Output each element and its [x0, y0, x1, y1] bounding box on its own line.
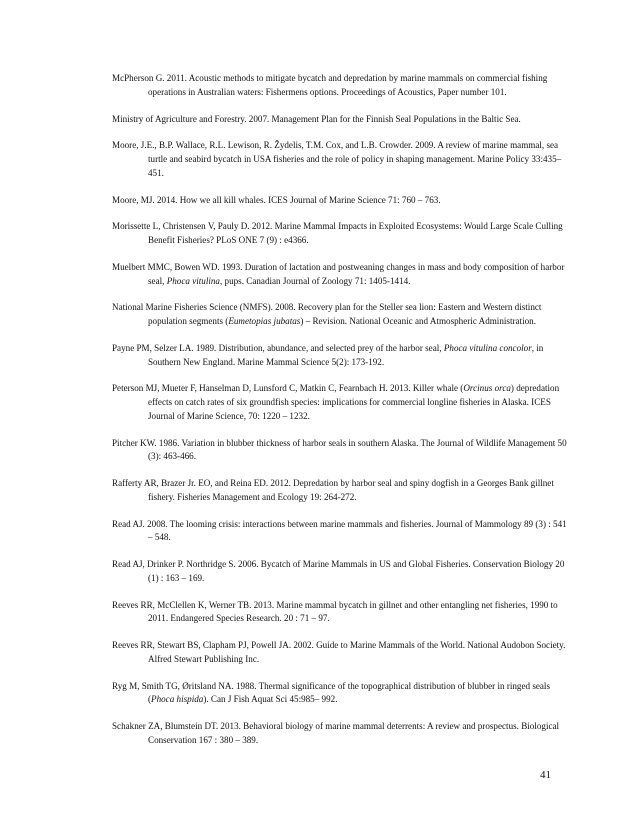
species-name: Phoca vitulina	[166, 275, 220, 286]
reference-entry: Moore, J.E., B.P. Wallace, R.L. Lewison, R. Žydelis, T.M. Cox, and L.B. Crowder. 2009. A review of marine mammal, sea turtle and seabird bycatch in USA fisheries and the role of policy in shaping management. Marine Policy 33:435–451.	[112, 140, 562, 178]
reference-entry: Pitcher KW. 1986. Variation in blubber thickness of harbor seals in southern Alaska. The Journal of Wildlife Management 50 (3): 463-466.	[112, 437, 567, 462]
reference-entry: National Marine Fisheries Science (NMFS). 2008. Recovery plan for the Steller sea lion: Eastern and Western distinct population segments (Eumetopias jubatas) – Revision. National Oceanic and Atmospheric Administration.	[112, 302, 542, 326]
reference-entry: Ryg M, Smith TG, Øritsland NA. 1988. Thermal significance of the topographical distribution of blubber in ringed seals (Phoca hispida). Can J Fish Aquat Sci 45:985– 992.	[112, 680, 551, 705]
species-name: Orcinus orca	[463, 383, 511, 394]
reference-entry: McPherson G. 2011. Acoustic methods to mitigate bycatch and depredation by marine mammals on commercial fishing operations in Australian waters: Fishermens options. Proceedings of Acoustics, Paper number 101.	[112, 73, 548, 97]
reference-entry: Morissette L, Christensen V, Pauly D. 2012. Marine Mammal Impacts in Exploited Ecosystems: Would Large Scale Culling Benefit Fisheries? PLoS ONE 7 (9) : e4366.	[112, 221, 563, 245]
reference-entry: Reeves RR, Stewart BS, Clapham PJ, Powell JA. 2002. Guide to Marine Mammals of the World. National Audobon Society. Alfred Stewart Publishing Inc.	[112, 640, 566, 664]
reference-entry: Muelbert MMC, Bowen WD. 1993. Duration of lactation and postweaning changes in mass and body composition of harbor seal, Phoca vitulina, pups. Canadian Journal of Zoology 71: 1405-1414.	[112, 261, 565, 286]
reference-entry: Ministry of Agriculture and Forestry. 2007. Management Plan for the Finnish Seal Populations in the Baltic Sea.	[112, 113, 521, 124]
reference-list	[112, 72, 567, 761]
species-name: Phoca hispida	[151, 694, 204, 705]
reference-entry: Rafferty AR, Brazer Jr. EO, and Reina ED. 2012. Depredation by harbor seal and spiny dogfish in a Georges Bank gillnet fishery. Fisheries Management and Ecology 19: 264-272.	[112, 478, 554, 502]
species-name: Phoca vitulina concolor	[443, 342, 532, 353]
reference-entry: Read AJ. 2008. The looming crisis: interactions between marine mammals and fisheries. Journal of Mammology 89 (3) : 541 – 548.	[112, 518, 567, 543]
reference-entry: Reeves RR, McClellen K, Werner TB. 2013. Marine mammal bycatch in gillnet and other entangling net fisheries, 1990 to 2011. Endangered Species Research. 20 : 71 – 97.	[112, 599, 558, 624]
reference-entry: Peterson MJ, Mueter F, Hanselman D, Lunsford C, Matkin C, Fearnbach H. 2013. Killer whale (Orcinus orca) depredation effects on catch rates of six groundfish species: implications for commercial longline fisheries in Alaska. ICES Journal of Marine Science, 70: 1220 – 1232.	[112, 383, 560, 421]
species-name: Eumetopias jubatas	[228, 316, 301, 326]
reference-entry: Read AJ, Drinker P. Northridge S. 2006. Bycatch of Marine Mammals in US and Global Fisheries. Conservation Biology 20 (1) : 163 – 169.	[112, 559, 565, 583]
reference-entry: Moore, MJ. 2014. How we all kill whales. ICES Journal of Marine Science 71: 760 – 763.	[112, 194, 441, 205]
reference-entry: Payne PM, Selzer LA. 1989. Distribution, abundance, and selected prey of the harbor seal, Phoca vitulina concolor, in Southern New England. Marine Mammal Science 5(2): 173-192.	[112, 342, 544, 367]
reference-entry: Schakner ZA, Blumstein DT. 2013. Behavioral biology of marine mammal deterrents: A review and prospectus. Biological Conservation 167 : 380 – 389.	[112, 721, 560, 745]
page-number: 41	[540, 769, 551, 781]
